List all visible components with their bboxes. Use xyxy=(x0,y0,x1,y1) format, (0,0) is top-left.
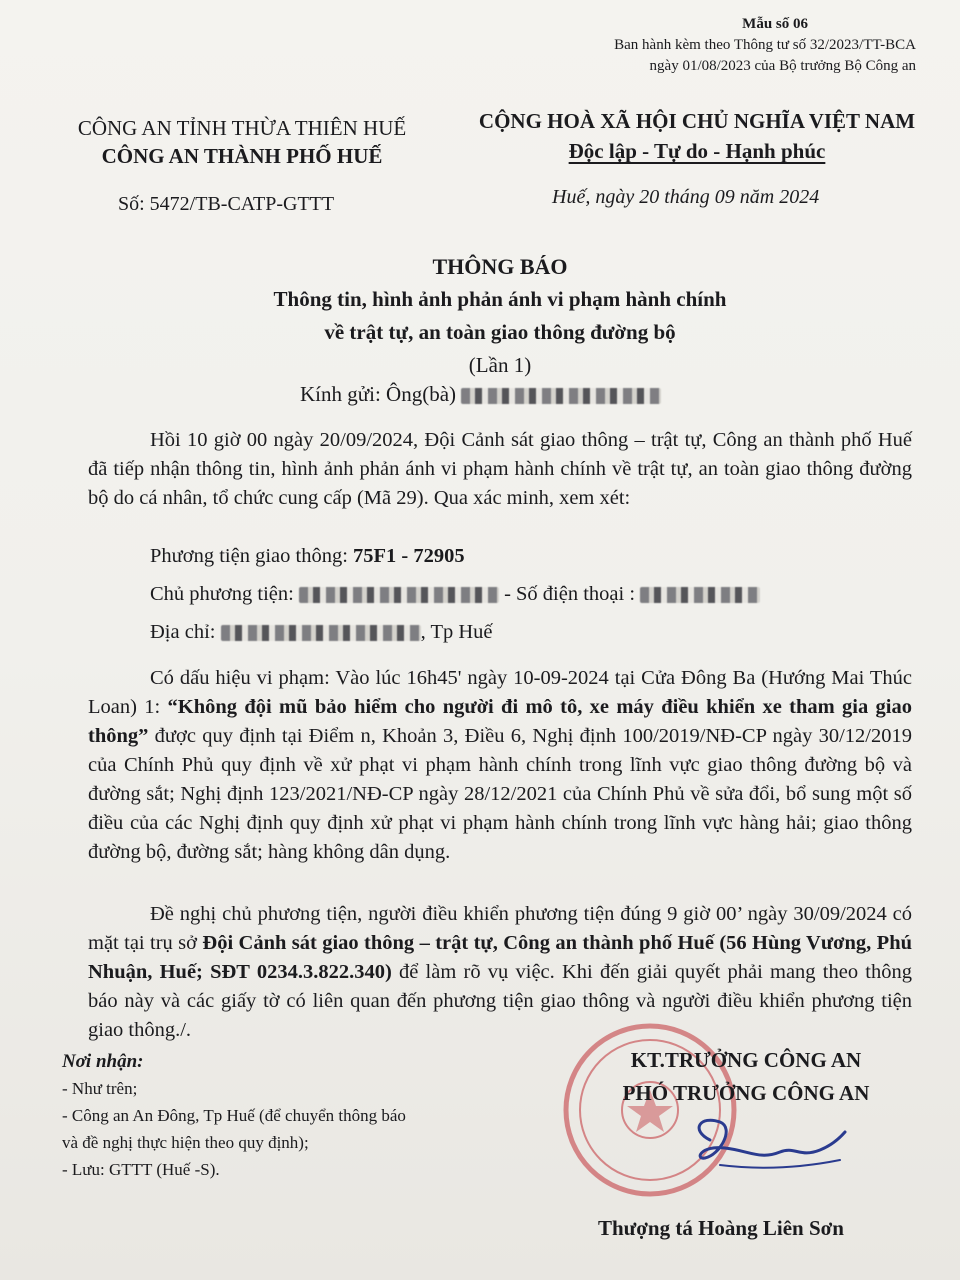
handwritten-signature xyxy=(680,1110,850,1180)
dateline: Huế, ngày 20 tháng 09 năm 2024 xyxy=(552,186,820,208)
request-rest: để làm rõ vụ việc. Khi đến giải quyết phải mang theo thông báo này và các giấy tờ có liên quan đến phương tiện giao thông và người điều khiển phương tiện giao thông./. xyxy=(88,961,912,1041)
recipients-block xyxy=(62,1048,406,1183)
address-label: Địa chỉ: xyxy=(150,621,216,643)
phone-label: - Số điện thoại : xyxy=(504,583,636,605)
request-intro: Đề nghị chủ phương tiện, người điều khiển phương tiện đúng 9 giờ 00’ ngày 30/09/2024 có mặt tại trụ sở xyxy=(88,903,912,954)
redacted-address xyxy=(221,625,421,641)
recipient-item: và đề nghị thực hiện theo quy định); xyxy=(62,1133,309,1152)
recipient-item: - Công an An Đông, Tp Huế (để chuyển thông báo xyxy=(62,1106,406,1125)
recipient-item: - Lưu: GTTT (Huế -S). xyxy=(62,1160,220,1179)
violation-legal-basis: được quy định tại Điểm n, Khoản 3, Điều 6, Nghị định 100/2019/NĐ-CP ngày 30/12/2019 của Chính Phủ quy định về xử phạt vi phạm hành chính trong lĩnh vực giao thông đường bộ và đường sắt; Nghị định 123/2021/NĐ-CP ngày 28/12/2021 của Chính Phủ về sửa đổi, bổ sung một số điều của các Nghị định quy định xử phạt vi phạm hành chính trong lĩnh vực hàng hải; giao thông đường bộ, đường sắt; hàng không dân dụng. xyxy=(88,725,912,863)
violation-offense: “Không đội mũ bảo hiểm cho người đi mô tô, xe máy điều khiển xe tham gia giao thông” xyxy=(88,696,912,747)
signatory-title-line-2: PHÓ TRƯỞNG CÔNG AN xyxy=(622,1081,870,1105)
occurrence-label: (Lần 1) xyxy=(468,353,532,377)
title-line-2: về trật tự, an toàn giao thông đường bộ xyxy=(324,320,676,344)
signatory-name: Thượng tá Hoàng Liên Sơn xyxy=(598,1216,844,1240)
form-number: Mẫu số 06 xyxy=(742,16,808,32)
request-office: Đội Cảnh sát giao thông – trật tự, Công an thành phố Huế (56 Hùng Vương, Phú Nhuận, Huế; SĐT 0234.3.822.340) xyxy=(88,932,913,983)
agency-parent: CÔNG AN TỈNH THỪA THIÊN HUẾ xyxy=(77,116,407,140)
recipient-item: - Như trên; xyxy=(62,1079,138,1098)
vehicle-label: Phương tiện giao thông: xyxy=(150,545,354,567)
document-number: Số: 5472/TB-CATP-GTTT xyxy=(118,193,335,215)
owner-label: Chủ phương tiện: xyxy=(150,583,294,605)
document-title: THÔNG BÁO xyxy=(432,254,568,279)
paragraph-receipt-text: Hồi 10 giờ 00 ngày 20/09/2024, Đội Cảnh sát giao thông – trật tự, Công an thành phố Huế đã tiếp nhận thông tin, hình ảnh phản ánh vi phạm hành chính về trật tự, an toàn giao thông đường bộ do cá nhân, tổ chức cung cấp (Mã 29). Qua xác minh, xem xét: xyxy=(88,429,912,509)
redacted-owner xyxy=(299,587,499,603)
signatory-title-line-1: KT.TRƯỞNG CÔNG AN xyxy=(630,1048,862,1072)
title-line-1: Thông tin, hình ảnh phản ánh vi phạm hành chính xyxy=(273,287,727,311)
title-block xyxy=(130,250,870,382)
owner-line xyxy=(150,583,760,606)
vehicle-line xyxy=(150,545,465,568)
paragraph-receipt xyxy=(88,426,912,513)
addressee-prefix: Kính gửi: Ông(bà) xyxy=(300,382,457,406)
nation-motto: Độc lập - Tự do - Hạnh phúc xyxy=(568,139,826,163)
violation-intro: Có dấu hiệu vi phạm: Vào lúc 16h45' ngày 10-09-2024 tại Cửa Đông Ba (Hướng Mai Thúc Loan) 1: xyxy=(88,667,912,718)
redacted-phone xyxy=(640,587,760,603)
signatory-title xyxy=(596,1044,896,1110)
recipients-heading: Nơi nhận: xyxy=(62,1051,144,1072)
address-line xyxy=(150,621,493,644)
form-reference xyxy=(614,14,916,77)
form-issued-line-2: ngày 01/08/2023 của Bộ trưởng Bộ Công an xyxy=(649,58,916,74)
form-issued-line-1: Ban hành kèm theo Thông tư số 32/2023/TT-BCA xyxy=(614,37,916,53)
license-plate: 75F1 - 72905 xyxy=(353,545,465,567)
paragraph-request xyxy=(88,900,912,1045)
agency-name: CÔNG AN THÀNH PHỐ HUẾ xyxy=(101,144,383,168)
nation-name: CỘNG HOÀ XÃ HỘI CHỦ NGHĨA VIỆT NAM xyxy=(478,109,916,133)
addressee-line xyxy=(300,382,661,407)
address-city: , Tp Huế xyxy=(420,621,493,643)
paragraph-violation xyxy=(88,664,912,867)
redacted-name xyxy=(461,388,661,404)
national-header xyxy=(452,106,942,166)
issuing-agency xyxy=(52,114,432,170)
